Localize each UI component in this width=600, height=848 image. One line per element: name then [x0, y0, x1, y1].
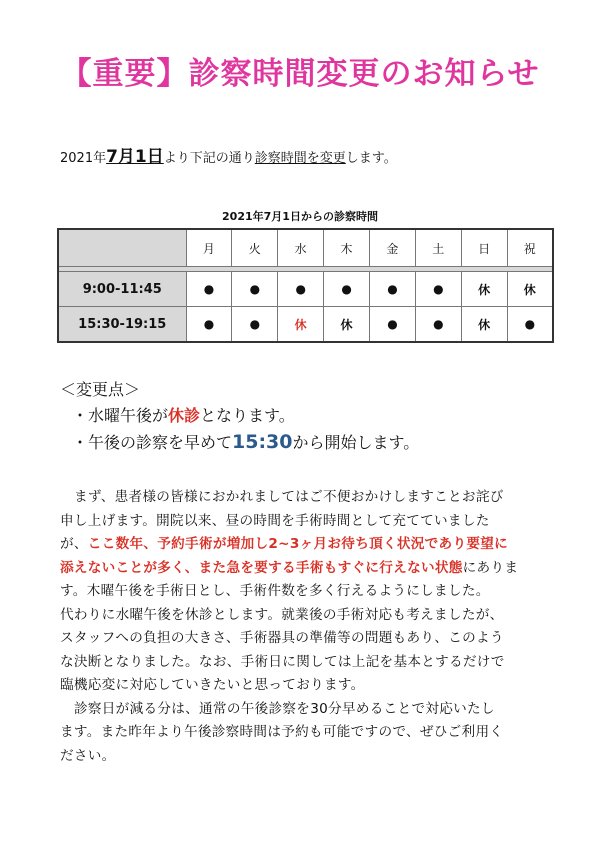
- body-line: な決断となりました。なお、手術日に関しては上記を基本とするだけで: [60, 653, 505, 670]
- page-title: 【重要】診察時間変更のお知らせ: [60, 56, 540, 92]
- schedule-header-row: [58, 229, 553, 267]
- body-line: 代わりに水曜午後を休診とします。就業後の手術対応も考えましたが、: [60, 606, 504, 623]
- body-line-part: にありま: [462, 559, 519, 576]
- schedule-cell: 休: [278, 307, 324, 343]
- schedule-cell: ●: [232, 307, 278, 343]
- change-item-closed: [72, 403, 295, 426]
- explanation-body: [60, 486, 550, 768]
- time-slot-label: 9:00-11:45: [58, 272, 186, 307]
- body-line: ださい。: [60, 747, 116, 764]
- intro-prefix: 2021年: [60, 151, 107, 166]
- schedule-cell: 休: [324, 307, 370, 343]
- schedule-cell: ●: [278, 272, 324, 307]
- schedule-table: [57, 228, 554, 343]
- body-highlight: ここ数年、予約手術が増加し2~3ヶ月お待ち頂く状況であり要望に: [87, 536, 509, 552]
- body-line: まず、患者様の皆様におかれましてはご不便おかけしますことお詫び: [74, 489, 504, 505]
- day-header: 金: [370, 229, 416, 267]
- intro-middle: より下記の通り: [163, 151, 255, 166]
- body-highlight: 添えないことが多く、また急を要する手術もすぐに行えない状態: [60, 559, 463, 576]
- day-header: 土: [415, 229, 461, 267]
- schedule-cell: ●: [186, 272, 232, 307]
- schedule-row-afternoon: [58, 307, 553, 343]
- effective-date: 7月1日: [106, 147, 164, 167]
- schedule-caption: 2021年7月1日からの診察時間: [222, 210, 378, 223]
- body-line: 臨機応変に対応していきたいと思っております。: [60, 677, 365, 693]
- intro-text: [60, 142, 397, 167]
- change-item-highlight: 15:30: [232, 431, 293, 453]
- body-line: 診察日が減る分は、通常の午後診察を30分早めることで対応いたし: [74, 700, 495, 717]
- body-line: スタッフへの負担の大きさ、手術器具の準備等の問題もあり、このよう: [60, 630, 504, 646]
- schedule-cell: 休: [507, 272, 553, 307]
- day-header: 月: [186, 229, 232, 267]
- time-slot-label: 15:30-19:15: [58, 307, 186, 343]
- schedule-cell: ●: [370, 272, 416, 307]
- schedule-cell: 休: [461, 272, 507, 307]
- day-header: 木: [324, 229, 370, 267]
- schedule-cell: ●: [232, 272, 278, 307]
- body-line: [60, 557, 550, 581]
- schedule-cell: ●: [324, 272, 370, 307]
- day-header: 水: [278, 229, 324, 267]
- schedule-cell: ●: [507, 307, 553, 343]
- body-line: 申し上げます。開院以来、昼の時間を手術時間として充てていました: [60, 512, 490, 529]
- schedule-cell: 休: [461, 307, 507, 343]
- change-item-prefix: ・水曜午後が: [72, 406, 169, 425]
- body-line-part: が、: [60, 536, 88, 552]
- schedule-cell: ●: [370, 307, 416, 343]
- change-item-start-time: [72, 430, 419, 453]
- intro-suffix: します。: [345, 151, 397, 166]
- day-header: 祝: [507, 229, 553, 267]
- day-header: 火: [232, 229, 278, 267]
- schedule-row-morning: [58, 272, 553, 307]
- changes-heading: ＜変更点＞: [60, 380, 141, 399]
- schedule-cell: ●: [415, 272, 461, 307]
- change-item-suffix: から開始します。: [292, 433, 420, 452]
- change-item-prefix: ・午後の診察を早めて: [72, 433, 233, 452]
- intro-underlined: 診察時間を変更: [254, 151, 346, 166]
- day-header: 日: [461, 229, 507, 267]
- schedule-corner: [58, 229, 186, 267]
- schedule-cell: ●: [415, 307, 461, 343]
- change-item-highlight: 休診: [168, 406, 201, 425]
- body-line: ます。また昨年より午後診察時間は予約も可能ですので、ぜひご利用く: [60, 724, 504, 740]
- body-line: す。木曜午後を手術日とし、手術件数を多く行えるようにしました。: [60, 583, 490, 599]
- change-item-suffix: となります。: [200, 406, 295, 425]
- body-line: [60, 533, 550, 557]
- schedule-cell: ●: [186, 307, 232, 343]
